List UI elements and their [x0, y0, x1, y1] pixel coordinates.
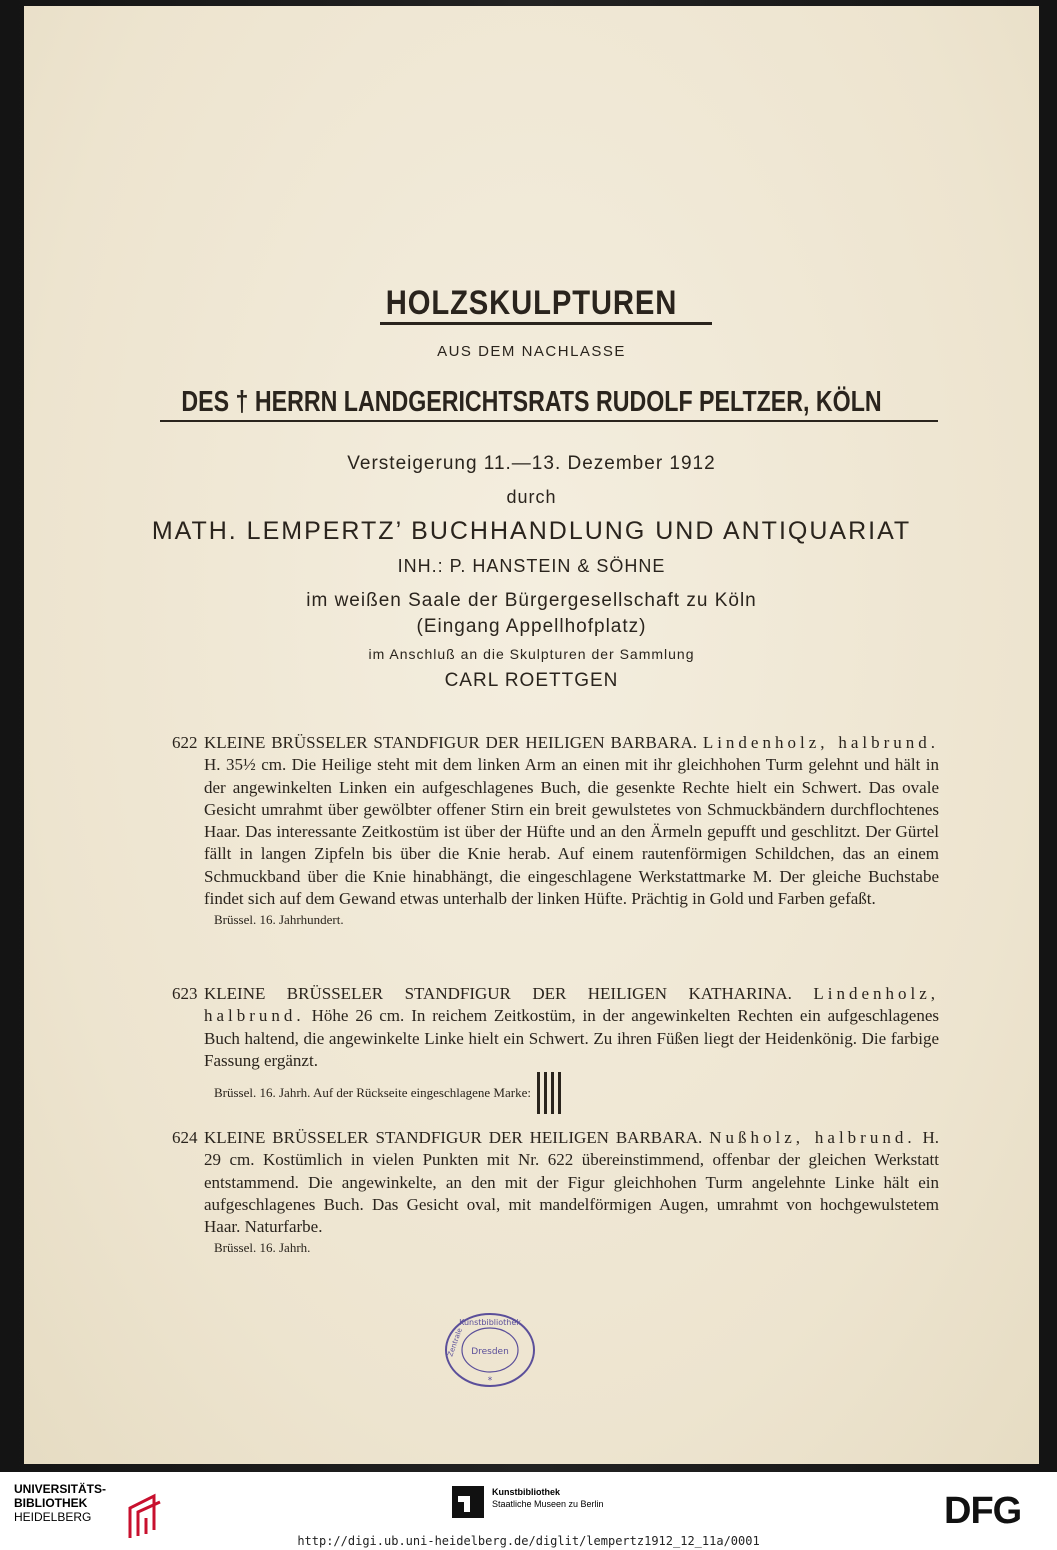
svg-text:Dresden: Dresden	[471, 1347, 509, 1357]
context-line: im Anschluß an die Skulpturen der Sammlung	[368, 646, 695, 662]
auction-house: MATH. LEMPERTZ’ BUCHHANDLUNG UND ANTIQUARIAT	[151, 517, 912, 545]
lot-description	[204, 1127, 939, 1238]
lot-origin: Brüssel. 16. Jahrhundert.	[214, 912, 344, 928]
university-name	[14, 1482, 106, 1524]
entrance-line: (Eingang Appellhofplatz)	[416, 616, 647, 637]
museum-logo-icon	[452, 1486, 484, 1518]
lot-number: 623	[172, 984, 198, 1003]
university-line: UNIVERSITÄTS-	[14, 1482, 107, 1496]
lot-origin: Brüssel. 16. Jahrh.	[214, 1240, 311, 1256]
footer	[0, 1472, 1057, 1550]
lot-entry	[172, 1127, 939, 1258]
by-text: durch	[506, 487, 557, 507]
lot-title: KLEINE BRÜSSELER STANDFIGUR DER HEILIGEN BARBARA.	[204, 1128, 703, 1147]
page-url[interactable]: http://digi.ub.uni-heidelberg.de/diglit/lempertz1912_12_11a/0001	[297, 1534, 760, 1548]
kunstbibliothek-name: Kunstbibliothek	[492, 1487, 560, 1497]
lot-material: Lindenholz, halbrund.	[702, 733, 940, 752]
svg-text:Kunstbibliothek: Kunstbibliothek	[459, 1318, 521, 1327]
page-title: HOLZSKULPTUREN	[385, 284, 678, 322]
museen-name: Staatliche Museen zu Berlin	[492, 1499, 604, 1509]
heading-underline	[160, 420, 938, 422]
lot-description	[204, 983, 939, 1072]
catalogue-page	[24, 6, 1039, 1464]
estate-heading: DES † HERRN LANDGERICHTSRATS RUDOLF PELTZER, KÖLN	[181, 386, 882, 418]
venue-line: im weißen Saale der Bürgergesellschaft zu Köln	[306, 590, 757, 611]
library-stamp	[442, 1311, 538, 1389]
lot-description	[204, 732, 939, 910]
auction-date: Versteigerung 11.—13. Dezember 1912	[347, 453, 716, 474]
university-line: BIBLIOTHEK	[14, 1496, 88, 1510]
lot-material: Nußholz, halbrund.	[709, 1128, 916, 1147]
lot-number: 622	[172, 733, 198, 752]
workshop-mark-icon	[537, 1072, 565, 1114]
lot-material: Lindenholz, halbrund.	[204, 984, 940, 1026]
lot-number: 624	[172, 1128, 198, 1147]
lot-origin: Brüssel. 16. Jahrh. Auf der Rückseite eingeschlagene Marke:	[214, 1085, 531, 1101]
lot-entry	[172, 983, 939, 1114]
university-emblem-icon	[124, 1490, 164, 1540]
owner-line: INH.: P. HANSTEIN & SÖHNE	[397, 556, 666, 576]
title-underline	[380, 322, 712, 325]
lot-text: Höhe 26 cm. In reichem Zeitkostüm, in der angewinkelten Rechten ein aufgeschlagenes Buch haltend, die angewinkelte Linke hielt ein Schwert. Zu ihren Füßen liegt der Heidenkönig. Die farbige Fassung ergänzt.	[204, 1006, 939, 1070]
lot-text: H. 29 cm. Kostümlich in vielen Punkten mit Nr. 622 übereinstimmend, offenbar der gleichen Werkstatt entstammend. Die angewinkelte, an den mit der Figur gleichhohen Turm angelehnte Linke hält ein aufgeschlagenes Buch. Das Gesicht oval, mit mandelförmigen Augen, umrahmt von hochgewulstetem Haar. Naturfarbe.	[204, 1128, 940, 1237]
kunstbibliothek-logo	[452, 1486, 604, 1518]
lot-title: KLEINE BRÜSSELER STANDFIGUR DER HEILIGEN BARBARA.	[204, 733, 697, 752]
lot-text: H. 35½ cm. Die Heilige steht mit dem linken Arm an einen mit ihr gleichhohen Turm gelehnt und hält in der angewinkelten Linken ein aufgeschlagenes Buch, die gesenkte Rechte hielt ein Schwert. Das ovale Gesicht umrahmt über gewölbter offener Stirn ein breit gewulstetes von Schmuckbändern durchflochtenes Haar. Das interessante Zeitkostüm ist über der Hüfte und an den Ärmeln gepufft und geschlitzt. Der Gürtel fällt in langen Zipfeln bis über die Knie herab. Auf einem rautenförmigen Schildchen, das an einem Schmuckband über die Knie hinabhängt, die eingeschlagene Werkstattmarke M. Der gleiche Buchstabe findet sich auf dem Gewand etwas unterhalb der linken Hüfte. Prächtig in Gold und Farben gefaßt.	[204, 755, 939, 909]
svg-text:*: *	[487, 1376, 493, 1386]
svg-text:Zentrale: Zentrale	[446, 1327, 465, 1358]
dfg-logo: DFG	[944, 1490, 1022, 1532]
lot-title: KLEINE BRÜSSELER STANDFIGUR DER HEILIGEN KATHARINA.	[204, 984, 792, 1003]
university-logo	[14, 1482, 106, 1524]
subtitle: AUS DEM NACHLASSE	[437, 343, 626, 360]
lot-entry	[172, 732, 939, 930]
university-line: HEIDELBERG	[14, 1510, 92, 1524]
lot-origin-row	[214, 1072, 939, 1114]
collection-name: CARL ROETTGEN	[444, 670, 619, 691]
